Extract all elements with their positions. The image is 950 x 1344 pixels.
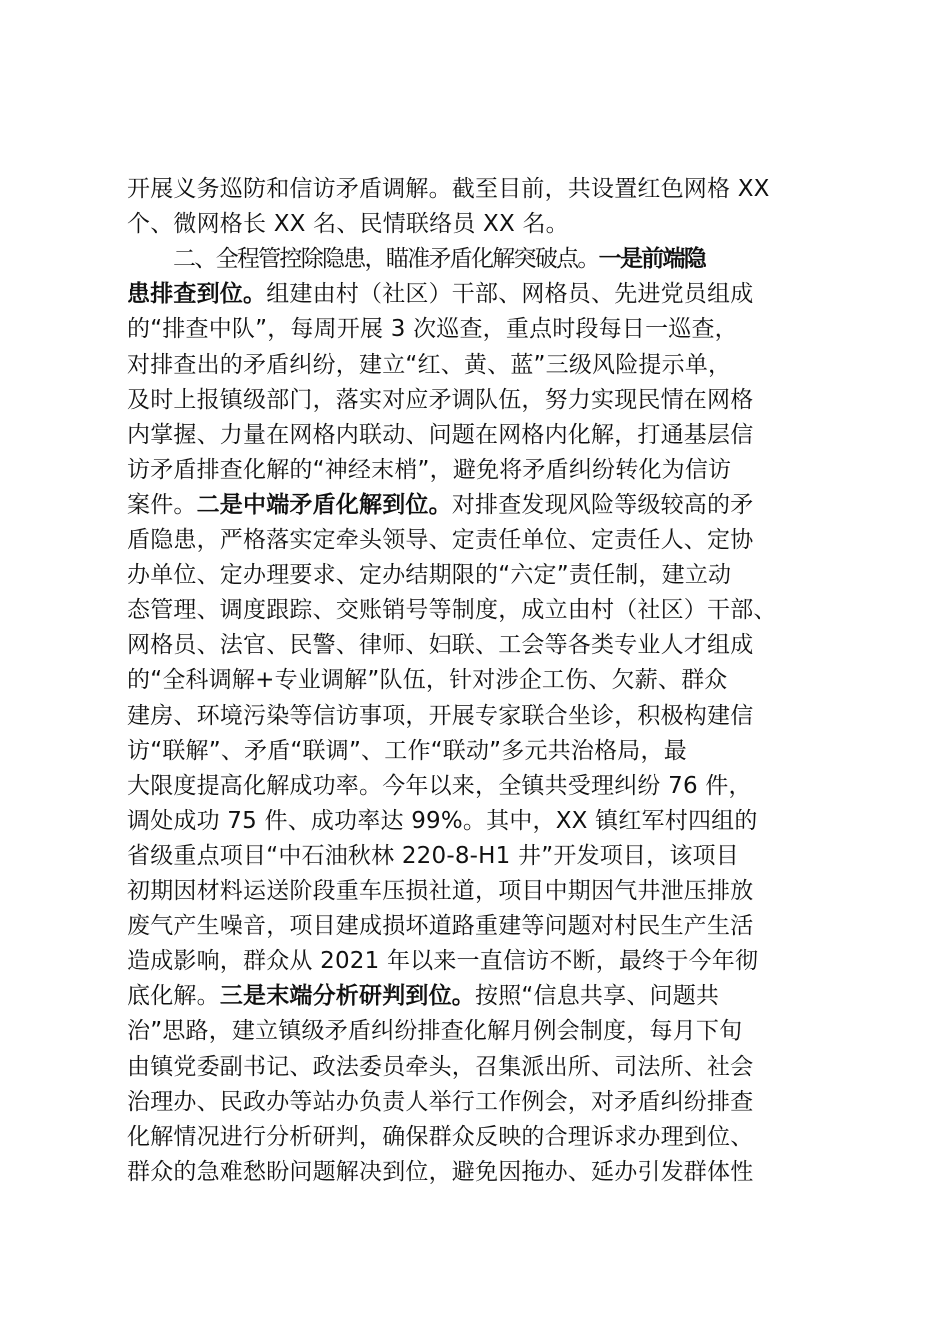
text-line — [127, 595, 833, 625]
body-text: 个、微网格长 XX 名、民情联络员 XX 名。 — [127, 211, 569, 238]
text-line — [127, 525, 833, 555]
text-line — [127, 279, 833, 309]
body-text: 访矛盾排查化解的“神经末梢”，避免将矛盾纠纷转化为信访 — [127, 456, 732, 483]
body-text: 内掌握、力量在网格内联动、问题在网格内化解，打通基层信 — [127, 421, 754, 448]
body-text: 的“全科调解+专业调解”队伍，针对涉企工伤、欠薪、群众 — [127, 667, 728, 694]
text-line — [127, 1016, 833, 1046]
text-line — [127, 981, 833, 1011]
body-text: 建房、环境污染等信访事项，开展专家联合坐诊，积极构建信 — [127, 702, 754, 729]
text-line — [127, 209, 833, 239]
body-text: 盾隐患，严格落实定牵头领导、定责任单位、定责任人、定协 — [127, 527, 754, 553]
body-text: 大限度提高化解成功率。今年以来，全镇共受理纠纷 76 件， — [127, 772, 752, 799]
text-line — [127, 876, 833, 906]
body-text: 由镇党委副书记、政法委员牵头，召集派出所、司法所、社会 — [127, 1053, 754, 1080]
text-line — [127, 385, 833, 415]
body-text: 开展义务巡防和信访矛盾调解。截至目前，共设置红色网格 XX — [127, 176, 770, 202]
body-text: 及时上报镇级部门，落实对应矛调队伍，努力实现民情在网格 — [127, 386, 754, 413]
body-text: 态管理、调度跟踪、交账销号等制度，成立由村（社区）干部、 — [127, 597, 777, 624]
bold-heading-text: 患排查到位。 — [127, 281, 267, 308]
bold-heading-text: 三是末端分析研判到位。 — [219, 983, 476, 1010]
text-line — [127, 174, 833, 204]
body-text: 按照“信息共享、问题共 — [475, 983, 720, 1010]
body-text: 访“联解”、矛盾“联调”、工作“联动”多元共治格局，最 — [127, 737, 687, 764]
body-text: 网格员、法官、民警、律师、妇联、工会等各类专业人才组成 — [127, 632, 754, 659]
text-line — [127, 1122, 833, 1152]
text-line — [127, 560, 833, 590]
body-text: 办单位、定办理要求、定办结期限的“六定”责任制，建立动 — [127, 562, 732, 589]
body-text: 省级重点项目“中石油秋林 220-8-H1 井”开发项目，该项目 — [127, 842, 739, 869]
text-line — [127, 806, 833, 836]
text-line — [127, 350, 833, 380]
body-text: 群众的急难愁盼问题解决到位，避免因拖办、延办引发群体性 — [127, 1158, 754, 1185]
body-text: 造成影响，群众从 2021 年以来一直信访不断，最终于今年彻 — [127, 948, 759, 975]
bold-heading-text: 二是中端矛盾化解到位。 — [196, 491, 452, 518]
body-text: 二、全程管控除隐患，瞄准矛盾化解突破点。 — [173, 246, 599, 273]
body-text: 对排查发现风险等级较高的矛 — [451, 491, 754, 518]
text-line — [127, 1052, 833, 1082]
text-line — [127, 490, 833, 520]
text-line — [127, 736, 833, 766]
text-line — [127, 701, 833, 731]
text-line — [127, 665, 833, 695]
body-text: 初期因材料运送阶段重车压损社道，项目中期因气井泄压排放 — [127, 878, 754, 904]
text-line — [127, 420, 833, 450]
body-text: 案件。 — [127, 491, 197, 518]
text-line — [127, 314, 833, 344]
text-line — [127, 630, 833, 660]
text-line — [127, 946, 833, 976]
body-text: 底化解。 — [127, 983, 220, 1010]
body-text: 废气产生噪音，项目建成损坏道路重建等问题对村民生产生活 — [127, 913, 754, 940]
body-text: 的“排查中队”，每周开展 3 次巡查，重点时段每日一巡查， — [127, 316, 738, 343]
body-text: 治理办、民政办等站办负责人举行工作例会，对矛盾纠纷排查 — [127, 1088, 754, 1115]
text-line — [127, 911, 833, 941]
text-line — [127, 1087, 833, 1117]
text-line — [127, 455, 833, 485]
text-line — [127, 771, 833, 801]
text-line — [127, 841, 833, 871]
bold-heading-text: 一是前端隐 — [598, 246, 706, 273]
text-line — [127, 1157, 833, 1187]
body-text: 对排查出的矛盾纠纷，建立“红、黄、蓝”三级风险提示单， — [127, 351, 732, 378]
body-text: 调处成功 75 件、成功率达 99%。其中，XX 镇红军村四组的 — [127, 807, 758, 834]
body-text: 化解情况进行分析研判，确保群众反映的合理诉求办理到位、 — [127, 1123, 754, 1150]
body-text: 组建由村（社区）干部、网格员、先进党员组成 — [266, 281, 754, 308]
body-text: 治”思路，建立镇级矛盾纠纷排查化解月例会制度，每月下旬 — [127, 1018, 743, 1045]
text-line — [173, 244, 879, 274]
